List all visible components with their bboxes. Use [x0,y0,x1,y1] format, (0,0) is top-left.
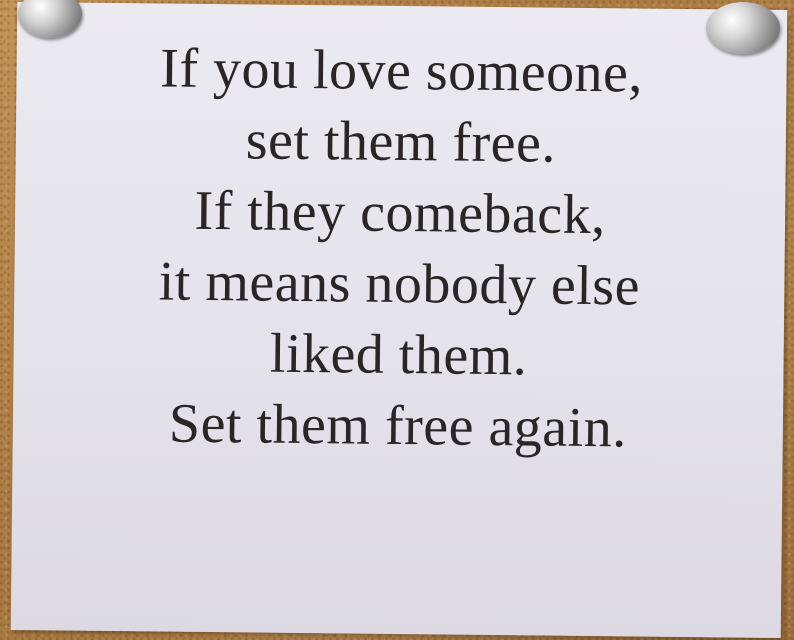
quote-line: liked them. [269,322,528,388]
quote-line: set them free. [245,109,557,175]
paper-note [11,2,788,638]
quote-line: Set them free again. [168,392,628,460]
thumbtack-right-icon [706,2,780,54]
quote-line: If you love someone, [159,37,644,105]
quote-line: it means nobody else [158,250,641,318]
quote-text [13,32,787,466]
quote-line: If they comeback, [194,179,607,247]
